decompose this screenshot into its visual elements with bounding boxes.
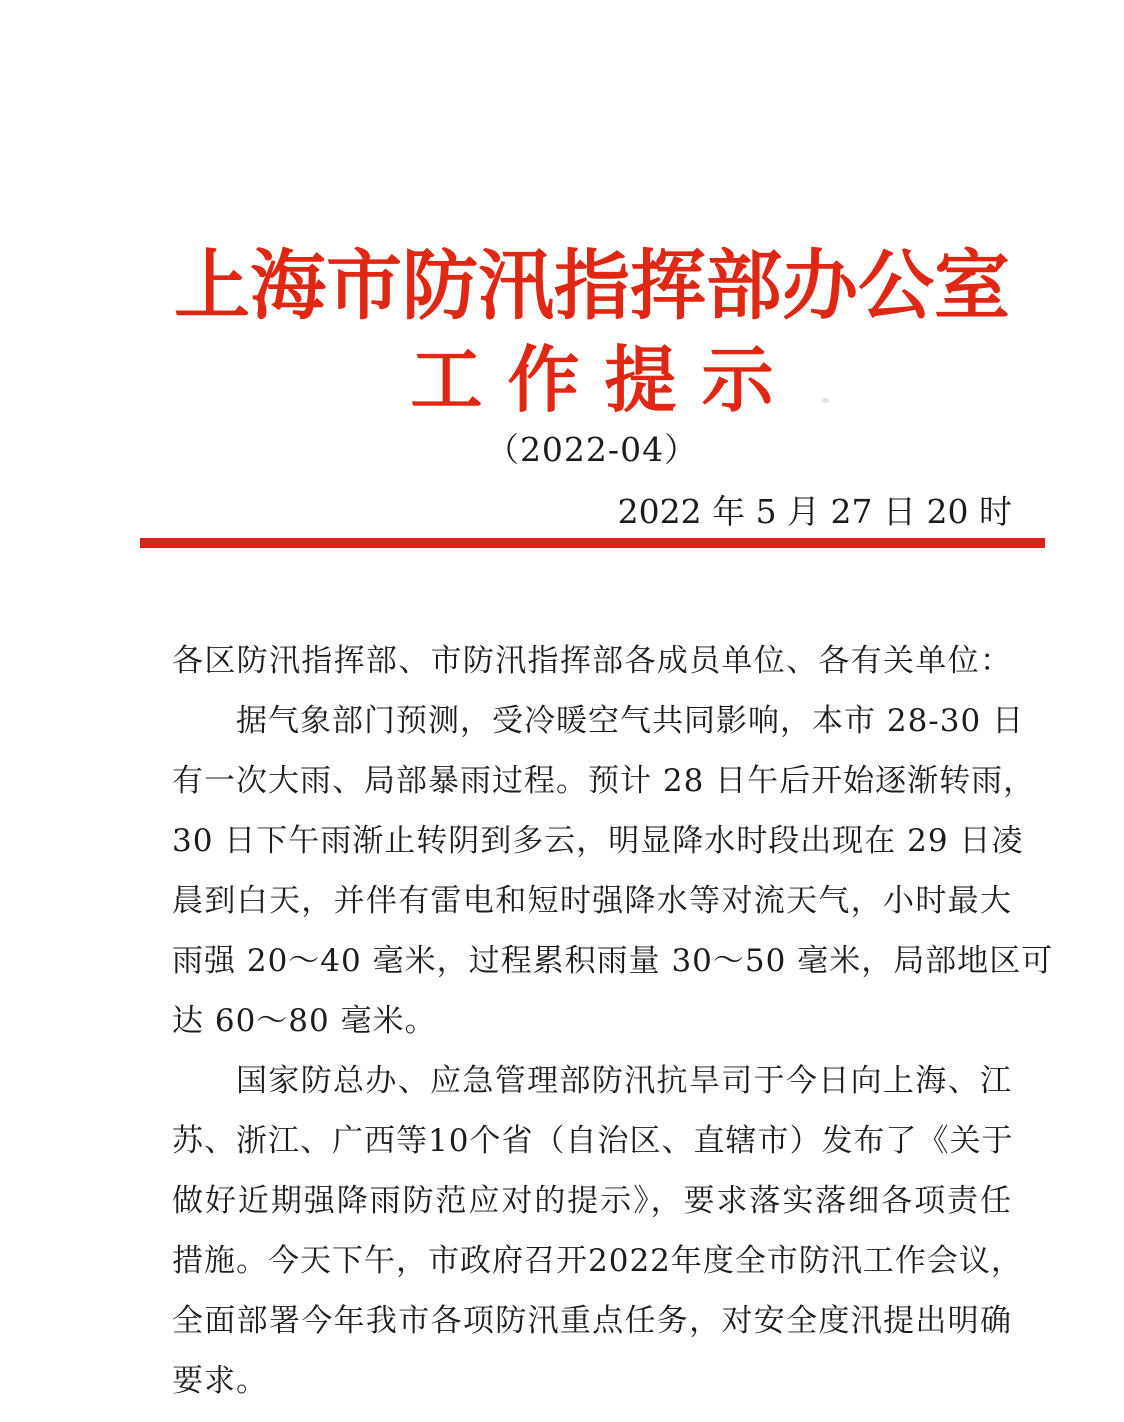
body-line: 全面部署今年我市各项防汛重点任务，对安全度汛提出明确	[172, 1303, 1012, 1339]
red-divider-rule	[140, 538, 1045, 548]
body-line: 国家防总办、应急管理部防汛抗旱司于今日向上海、江	[236, 1063, 1012, 1099]
body-line: 苏、浙江、广西等10个省（自治区、直辖市）发布了《关于	[172, 1123, 1014, 1159]
scan-artifact-speck	[822, 398, 829, 403]
body-line: 有一次大雨、局部暴雨过程。预计 28 日午后开始逐渐转雨，	[172, 763, 1036, 799]
document-title-line2: 工 作 提 示	[410, 337, 774, 422]
document-date: 2022 年 5 月 27 日 20 时	[617, 492, 1012, 531]
document-title-line1: 上海市防汛指挥部办公室	[174, 241, 1010, 330]
body-line: 雨强 20～40 毫米，过程累积雨量 30～50 毫米，局部地区可	[172, 943, 1054, 979]
body-line: 达 60～80 毫米。	[172, 1003, 437, 1039]
body-line: 措施。今天下午，市政府召开2022年度全市防汛工作会议，	[172, 1243, 1023, 1279]
body-line: 要求。	[172, 1363, 268, 1399]
body-line: 30 日下午雨渐止转阴到多云，明显降水时段出现在 29 日凌	[172, 823, 1024, 859]
issue-number: （2022-04）	[485, 430, 699, 469]
body-line: 晨到白天，并伴有雷电和短时强降水等对流天气，小时最大	[172, 883, 1012, 919]
body-line: 做好近期强降雨防范应对的提示》，要求落实落细各项责任	[172, 1183, 1012, 1219]
document-body	[172, 631, 1054, 1411]
body-line: 据气象部门预测，受冷暖空气共同影响，本市 28-30 日	[236, 703, 1025, 739]
salutation-line: 各区防汛指挥部、市防汛指挥部各成员单位、各有关单位：	[172, 643, 1012, 679]
